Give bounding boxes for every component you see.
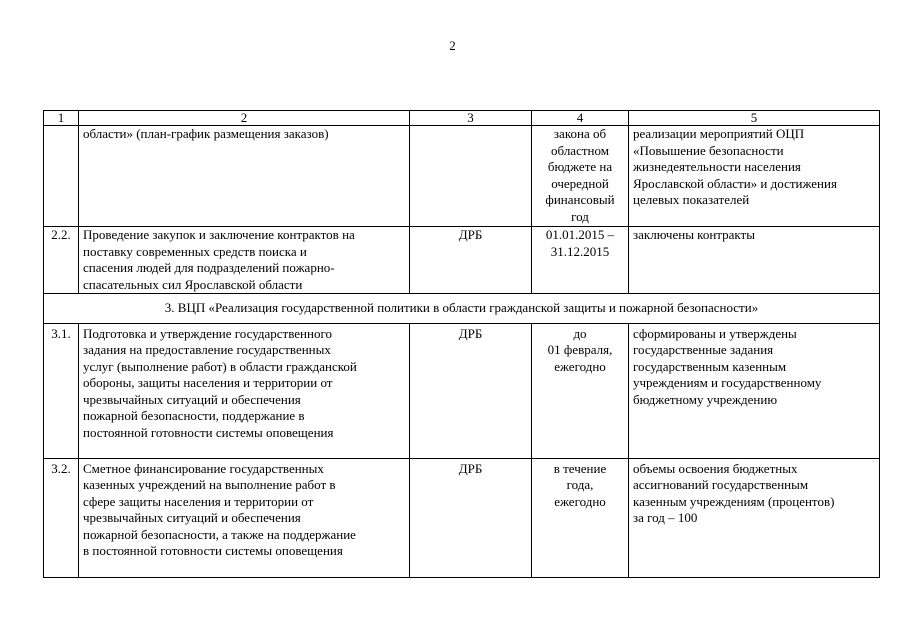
header-col-2: 2 xyxy=(79,111,410,126)
row-result: реализации мероприятий ОЦП «Повышение безопасности жизнедеятельности населения Ярославской области» и достижения целевых показателей xyxy=(629,126,880,227)
section-title: 3. ВЦП «Реализация государственной политики в области гражданской защиты и пожарной безопасности» xyxy=(44,294,880,324)
row-executor: ДРБ xyxy=(410,323,532,458)
row-executor: ДРБ xyxy=(410,458,532,577)
page-number: 2 xyxy=(449,38,456,53)
section-row xyxy=(44,294,880,324)
table-row xyxy=(44,126,880,227)
header-col-4: 4 xyxy=(532,111,629,126)
row-number: 3.2. xyxy=(44,458,79,577)
row-term: закона об областном бюджете на очередной финансовый год xyxy=(532,126,629,227)
header-col-3: 3 xyxy=(410,111,532,126)
row-result: сформированы и утверждены государственные задания государственным казенным учреждениям и государственному бюджетному учреждению xyxy=(629,323,880,458)
row-executor xyxy=(410,126,532,227)
row-executor: ДРБ xyxy=(410,227,532,294)
row-term: 01.01.2015 – 31.12.2015 xyxy=(532,227,629,294)
row-description: Проведение закупок и заключение контрактов на поставку современных средств поиска и спасения людей для подразделений пожарно- спасательных сил Ярославской области xyxy=(79,227,410,294)
row-description: области» (план-график размещения заказов) xyxy=(79,126,410,227)
table-row xyxy=(44,227,880,294)
table-header-row xyxy=(44,111,880,126)
row-result: заключены контракты xyxy=(629,227,880,294)
table-row xyxy=(44,458,880,577)
row-description: Подготовка и утверждение государственного задания на предоставление государственных услуг (выполнение работ) в области гражданской обороны, защиты населения и территории от чрезвычайных ситуаций и обеспечения пожарной безопасности, поддержание в постоянной готовности системы оповещения xyxy=(79,323,410,458)
row-number xyxy=(44,126,79,227)
row-result: объемы освоения бюджетных ассигнований государственным казенным учреждениям (процентов) за год – 100 xyxy=(629,458,880,577)
row-number: 3.1. xyxy=(44,323,79,458)
table-row xyxy=(44,323,880,458)
header-col-5: 5 xyxy=(629,111,880,126)
row-number: 2.2. xyxy=(44,227,79,294)
row-term: в течение года, ежегодно xyxy=(532,458,629,577)
row-description: Сметное финансирование государственных казенных учреждений на выполнение работ в сфере защиты населения и территории от чрезвычайных ситуаций и обеспечения пожарной безопасности, а также на поддержание в постоянной готовности системы оповещения xyxy=(79,458,410,577)
measures-table xyxy=(43,110,880,578)
header-col-1: 1 xyxy=(44,111,79,126)
row-term: до 01 февраля, ежегодно xyxy=(532,323,629,458)
